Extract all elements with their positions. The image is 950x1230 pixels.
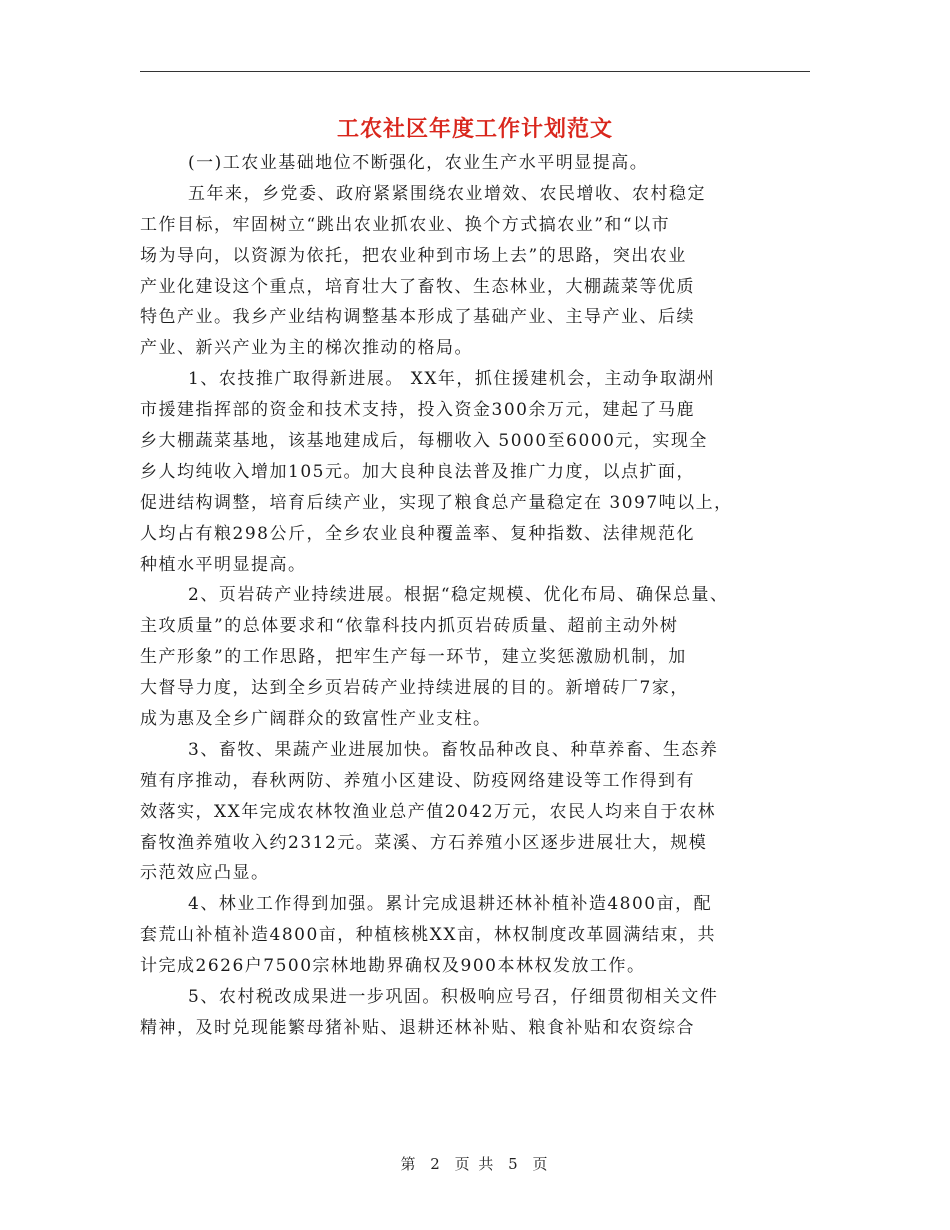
paragraph	[140, 889, 812, 982]
paragraph-line: 效落实，XX年完成农林牧渔业总产值2042万元，农民人均来自于农林	[140, 801, 716, 822]
paragraph-line: (一)工农业基础地位不断强化，农业生产水平明显提高。	[188, 153, 649, 173]
paragraph-line: 种植水平明显提高。	[140, 554, 307, 575]
document-title: 工农社区年度工作计划范文	[336, 116, 613, 142]
paragraph-line: 大督导力度，达到全乡页岩砖产业持续进展的目的。新增砖厂7家，	[140, 678, 689, 699]
header-rule	[140, 71, 810, 72]
paragraph-line: 场为导向，以资源为依托，把农业种到市场上去”的思路，突出农业	[140, 245, 687, 266]
paragraph-line: 示范效应凸显。	[140, 863, 270, 884]
paragraph-line: 套荒山补植补造4800亩，种植核桃XX亩，林权制度改革圆满结束，共	[140, 925, 716, 946]
document-body	[140, 148, 812, 1044]
paragraph-line: 特色产业。我乡产业结构调整基本形成了基础产业、主导产业、后续	[140, 307, 695, 328]
footer-current-page: 2	[430, 1155, 442, 1173]
paragraph-line: 殖有序推动，春秋两防、养殖小区建设、防疫网络建设等工作得到有	[140, 770, 695, 791]
paragraph-line: 工作目标，牢固树立“跳出农业抓农业、换个方式搞农业”和“以市	[140, 214, 671, 235]
paragraph-line: 5、农村税改成果进一步巩固。积极响应号召，仔细贯彻相关文件	[188, 987, 719, 1008]
paragraph	[140, 179, 812, 364]
page-footer	[0, 1153, 950, 1174]
paragraph	[140, 364, 812, 580]
paragraph-line: 畜牧渔养殖收入约2312元。菜溪、方石养殖小区逐步进展壮大，规模	[140, 832, 708, 853]
paragraph-line: 市援建指挥部的资金和技术支持，投入资金300余万元，建起了马鹿	[140, 400, 695, 421]
paragraph	[140, 735, 812, 889]
paragraph-line: 精神，及时兑现能繁母猪补贴、退耕还林补贴、粮食补贴和农资综合	[140, 1017, 695, 1038]
paragraph	[140, 148, 812, 179]
footer-total-pages: 5	[508, 1155, 520, 1173]
paragraph-line: 计完成2626户7500宗林地勘界确权及900本林权发放工作。	[140, 956, 646, 977]
paragraph	[140, 580, 812, 734]
paragraph-line: 生产形象”的工作思路，把牢生产每一环节，建立奖惩激励机制，加	[140, 647, 687, 668]
paragraph-line: 4、林业工作得到加强。累计完成退耕还林补植补造4800亩，配	[188, 894, 713, 915]
paragraph-line: 人均占有粮298公斤，全乡农业良种覆盖率、复种指数、法律规范化	[140, 523, 695, 544]
paragraph-line: 促进结构调整，培育后续产业，实现了粮食总产量稳定在 3097吨以上，	[140, 492, 733, 513]
footer-prefix: 第	[400, 1155, 418, 1173]
footer-middle: 页 共	[454, 1155, 496, 1173]
paragraph-line: 主攻质量”的总体要求和“依靠科技内抓页岩砖质量、超前主动外树	[140, 616, 679, 637]
paragraph	[140, 982, 812, 1044]
paragraph-line: 2、页岩砖产业持续进展。根据“稳定规模、优化布局、确保总量、	[188, 585, 729, 606]
paragraph-line: 产业、新兴产业为主的梯次推动的格局。	[140, 338, 473, 359]
paragraph-line: 产业化建设这个重点，培育壮大了畜牧、生态林业，大棚蔬菜等优质	[140, 276, 695, 297]
paragraph-line: 3、畜牧、果蔬产业进展加快。畜牧品种改良、种草养畜、生态养	[188, 739, 719, 760]
paragraph-line: 五年来，乡党委、政府紧紧围绕农业增效、农民增收、农村稳定	[188, 183, 706, 204]
paragraph-line: 乡人均纯收入增加105元。加大良种良法普及推广力度，以点扩面，	[140, 461, 695, 482]
footer-suffix: 页	[532, 1155, 550, 1173]
paragraph-line: 成为惠及全乡广阔群众的致富性产业支柱。	[140, 709, 492, 730]
paragraph-line: 1、农技推广取得新进展。 XX年，抓住援建机会，主动争取湖州	[188, 369, 716, 390]
paragraph-line: 乡大棚蔬菜基地，该基地建成后，每棚收入 5000至6000元，实现全	[140, 431, 708, 452]
